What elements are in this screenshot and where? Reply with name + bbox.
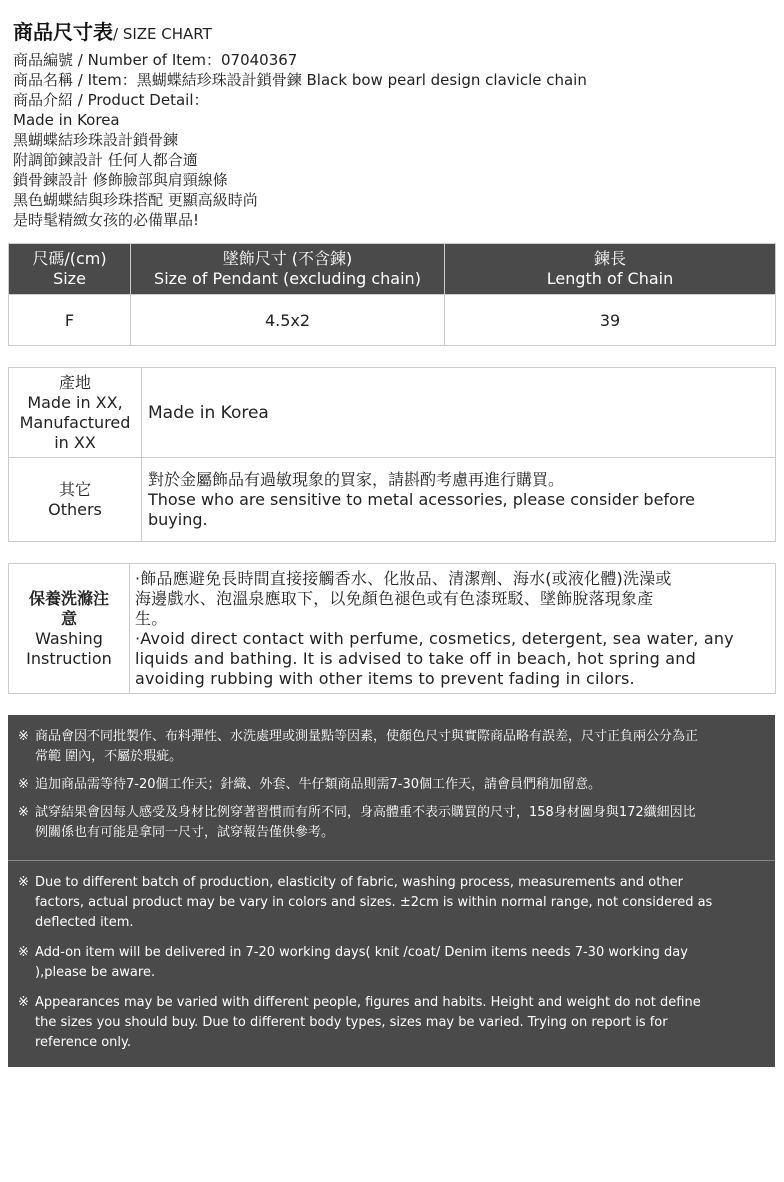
- note-text: [35, 803, 765, 843]
- origin-label: [9, 368, 142, 458]
- info-line: 鎖骨鍊設計 修飾臉部與肩頸線條: [13, 171, 228, 189]
- value-line: buying.: [148, 509, 208, 529]
- notes-zh: [8, 715, 775, 860]
- info-line: 是時髦精緻女孩的必備單品!: [13, 211, 200, 229]
- note-line: 試穿結果會因每人感受及身材比例穿著習慣而有所不同，身高體重不表示購買的尺寸，158身材圖身與172纖細因比: [35, 805, 696, 820]
- value-line: ·飾品應避免長時間直接接觸香水、化妝品、清潔劑、海水(或液化體)洗澡或: [135, 568, 672, 588]
- header-zh: 鍊長: [593, 249, 626, 268]
- label-line: 其它: [58, 479, 91, 499]
- label-line: 意: [60, 608, 77, 628]
- note-mark: ※: [18, 875, 29, 890]
- value-line: Those who are sensitive to metal acessories, please consider before: [148, 489, 695, 509]
- label-line: 保養洗滌注: [28, 588, 109, 608]
- note-item: [18, 993, 765, 1053]
- label-line: Manufactured: [19, 412, 131, 432]
- note-item: [18, 873, 765, 933]
- value-line: ·Avoid direct contact with perfume, cosmetics, detergent, sea water, any: [135, 628, 734, 648]
- care-value: [130, 564, 776, 694]
- note-mark: ※: [18, 729, 29, 744]
- notes-panel: [8, 715, 775, 1067]
- info-line: 黑色蝴蝶結與珍珠搭配 更顯高級時尚: [13, 191, 258, 209]
- info-line: Made in Korea: [13, 111, 120, 129]
- note-line: ),please be aware.: [35, 965, 156, 980]
- note-text: [35, 993, 765, 1053]
- note-line: 例關係也有可能是拿同一尺寸，試穿報告僅供參考。: [35, 825, 335, 840]
- size-cell: F: [9, 295, 131, 346]
- origin-others-table: [8, 367, 776, 542]
- info-line: 黑蝴蝶結珍珠設計鎖骨鍊: [13, 131, 179, 149]
- table-row: [9, 295, 776, 346]
- value-line: avoiding rubbing with other items to prevent fading in cilors.: [135, 668, 635, 688]
- title-en: / SIZE CHART: [113, 25, 212, 43]
- origin-value: Made in Korea: [142, 368, 776, 458]
- note-line: 追加商品需等待7-20個工作天；針織、外套、牛仔類商品則需7-30個工作天，請會員們稍加留意。: [35, 777, 602, 792]
- note-line: Due to different batch of production, elasticity of fabric, washing process, measurements and other: [35, 875, 683, 890]
- note-text: [35, 775, 765, 795]
- note-line: Appearances may be varied with different people, figures and habits. Height and weight do not define: [35, 995, 701, 1010]
- notes-en: [8, 861, 775, 1053]
- care-table: [8, 563, 776, 694]
- size-table-header: [9, 244, 776, 295]
- pendant-size-cell: 4.5x2: [131, 295, 445, 346]
- label-line: in XX: [54, 432, 96, 452]
- header-en: Size of Pendant (excluding chain): [154, 269, 421, 288]
- chain-length-header-cell: [445, 244, 776, 295]
- label-line: 產地: [58, 372, 91, 392]
- value-line: 對於金屬飾品有過敏現象的買家，請斟酌考慮再進行購買。: [148, 469, 565, 489]
- info-line: 附調節鍊設計 任何人都合適: [13, 151, 198, 169]
- info-line: 商品名稱 / Item：黑蝴蝶結珍珠設計鎖骨鍊 Black bow pearl design clavicle chain: [13, 71, 587, 89]
- label-line: Instruction: [26, 648, 112, 668]
- care-label: [9, 564, 130, 694]
- note-text: [35, 873, 765, 933]
- info-line: 商品介紹 / Product Detail：: [13, 91, 209, 109]
- note-line: 常範 圍內，不屬於瑕疵。: [35, 749, 183, 764]
- note-line: factors, actual product may be vary in colors and sizes. ±2cm is within normal range, not considered as: [35, 895, 713, 910]
- others-row: [9, 458, 776, 542]
- note-line: deflected item.: [35, 915, 134, 930]
- note-mark: ※: [18, 995, 29, 1010]
- others-value: [142, 458, 776, 542]
- note-line: the sizes you should buy. Due to different body types, sizes may be varied. Trying on report is for: [35, 1015, 668, 1030]
- note-item: [18, 727, 765, 767]
- others-label: [9, 458, 142, 542]
- note-mark: ※: [18, 777, 29, 792]
- note-item: [18, 943, 765, 983]
- label-line: Made in XX,: [27, 392, 123, 412]
- note-line: reference only.: [35, 1035, 131, 1050]
- note-text: [35, 943, 765, 983]
- info-line: 商品編號 / Number of Item：07040367: [13, 51, 298, 69]
- page-header: [13, 18, 212, 48]
- chain-length-cell: 39: [445, 295, 776, 346]
- note-line: Add-on item will be delivered in 7-20 working days( knit /coat/ Denim items needs 7-30 working day: [35, 945, 688, 960]
- note-mark: ※: [18, 945, 29, 960]
- value-line: 生。: [135, 608, 168, 628]
- pendant-header-cell: [131, 244, 445, 295]
- label-line: Washing: [35, 628, 103, 648]
- title-zh: 商品尺寸表: [13, 20, 113, 44]
- care-row: [9, 564, 776, 694]
- note-line: 商品會因不同批製作、布料彈性、水洗處理或測量點等因素，使顏色尺寸與實際商品略有誤差，尺寸正負兩公分為正: [35, 729, 699, 744]
- note-text: [35, 727, 765, 767]
- header-en: Size: [53, 269, 86, 288]
- label-line: Others: [48, 499, 102, 519]
- origin-row: [9, 368, 776, 458]
- header-zh: 墜飾尺寸 (不含鍊): [222, 249, 353, 268]
- value-line: 海邊戲水、泡溫泉應取下，以免顏色褪色或有色漆斑駁、墜飾脫落現象產: [135, 588, 654, 608]
- size-table: [8, 243, 776, 346]
- header-en: Length of Chain: [546, 269, 674, 288]
- product-info: [13, 50, 587, 230]
- size-header-cell: [9, 244, 131, 295]
- page-title: [13, 18, 212, 48]
- note-item: [18, 775, 765, 795]
- note-item: [18, 803, 765, 843]
- header-zh: 尺碼/(cm): [32, 249, 107, 268]
- value-line: liquids and bathing. It is advised to take off in beach, hot spring and: [135, 648, 696, 668]
- note-mark: ※: [18, 805, 29, 820]
